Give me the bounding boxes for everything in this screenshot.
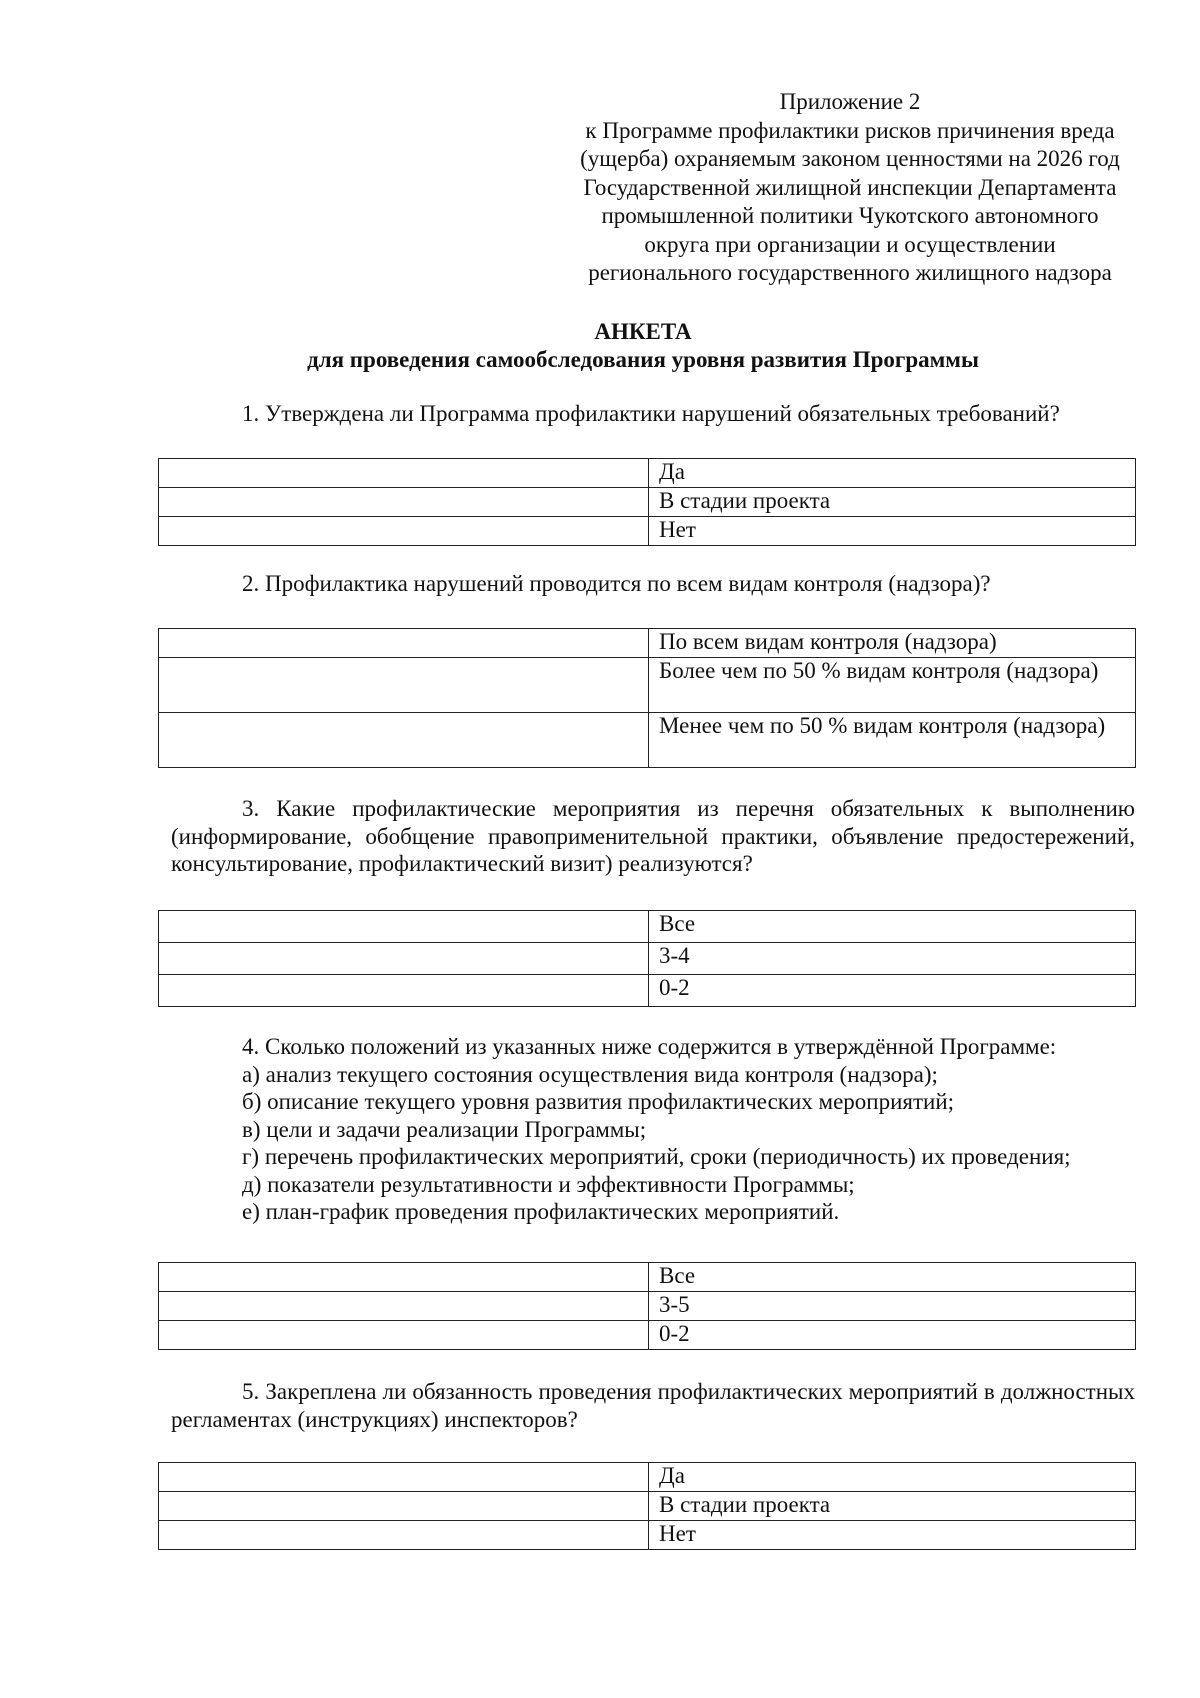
- document-subtitle: для проведения самообследования уровня развития Программы: [307, 347, 979, 372]
- question-3-text: 3. Какие профилактические мероприятия из перечня обязательных к выполнению (информирование, обобщение правоприменительной практики, объявление предостережений, консультирование, профилактический визит) реализуются?: [171, 796, 1135, 876]
- list-item: г) перечень профилактических мероприятий, сроки (периодичность) их проведения;: [242, 1144, 1071, 1169]
- answer-option: Менее чем по 50 % видам контроля (надзора): [649, 713, 1136, 768]
- answer-row: [159, 629, 1136, 658]
- answer-mark-cell[interactable]: [159, 713, 649, 768]
- answer-option: 0-2: [649, 1321, 1136, 1350]
- answer-option: В стадии проекта: [649, 1492, 1136, 1521]
- question-2-answer-table: [158, 628, 1136, 768]
- question-1-answer-table: [158, 458, 1136, 546]
- document-title: АНКЕТА: [594, 319, 692, 344]
- appendix-line: (ущерба) охраняемым законом ценностями на 2026 год: [580, 146, 1120, 171]
- answer-mark-cell[interactable]: [159, 1492, 649, 1521]
- answer-option: Нет: [649, 1521, 1136, 1550]
- answer-row: [159, 713, 1136, 768]
- answer-row: [159, 1263, 1136, 1292]
- question-4-text: 4. Сколько положений из указанных ниже содержится в утверждённой Программе:: [242, 1034, 1057, 1059]
- answer-option: Да: [649, 459, 1136, 488]
- list-item: в) цели и задачи реализации Программы;: [242, 1116, 647, 1142]
- question-5-text: 5. Закреплена ли обязанность проведения профилактических мероприятий в должностных регламентах (инструкциях) инспекторов?: [171, 1379, 1135, 1432]
- question-5-answer-table: [158, 1462, 1136, 1550]
- appendix-line: промышленной политики Чукотского автономного: [601, 203, 1099, 228]
- answer-option: В стадии проекта: [649, 488, 1136, 517]
- answer-mark-cell[interactable]: [159, 1521, 649, 1550]
- list-item: е) план-график проведения профилактических мероприятий.: [242, 1199, 840, 1224]
- answer-mark-cell[interactable]: [159, 911, 649, 943]
- question-1-text: 1. Утверждена ли Программа профилактики нарушений обязательных требований?: [242, 401, 1060, 426]
- list-item: а) анализ текущего состояния осуществления вида контроля (надзора);: [242, 1061, 938, 1087]
- list-item: д) показатели результативности и эффективности Программы;: [242, 1171, 855, 1197]
- answer-row: [159, 1492, 1136, 1521]
- answer-option: Да: [649, 1463, 1136, 1492]
- answer-mark-cell[interactable]: [159, 459, 649, 488]
- answer-mark-cell[interactable]: [159, 658, 649, 713]
- answer-row: [159, 1463, 1136, 1492]
- answer-option: Более чем по 50 % видам контроля (надзора): [649, 658, 1136, 713]
- answer-row: [159, 975, 1136, 1007]
- appendix-line: к Программе профилактики рисков причинения вреда: [585, 117, 1115, 143]
- answer-row: [159, 517, 1136, 546]
- answer-option: Все: [649, 1263, 1136, 1292]
- answer-mark-cell[interactable]: [159, 1292, 649, 1321]
- answer-row: [159, 459, 1136, 488]
- answer-option: По всем видам контроля (надзора): [649, 629, 1136, 658]
- question-4-answer-table: [158, 1262, 1136, 1350]
- document-heading: [160, 318, 1126, 374]
- answer-mark-cell[interactable]: [159, 943, 649, 975]
- answer-row: [159, 1292, 1136, 1321]
- answer-mark-cell[interactable]: [159, 629, 649, 658]
- appendix-line: округа при организации и осуществлении: [644, 231, 1056, 257]
- answer-row: [159, 488, 1136, 517]
- question-2-text: 2. Профилактика нарушений проводится по всем видам контроля (надзора)?: [242, 571, 991, 596]
- appendix-line: Приложение 2: [779, 89, 921, 114]
- question-3-answer-table: [158, 910, 1136, 1007]
- answer-row: [159, 943, 1136, 975]
- answer-row: [159, 1521, 1136, 1550]
- answer-mark-cell[interactable]: [159, 975, 649, 1007]
- answer-row: [159, 658, 1136, 713]
- list-item: б) описание текущего уровня развития профилактических мероприятий;: [242, 1089, 955, 1114]
- answer-option: Все: [649, 911, 1136, 943]
- answer-mark-cell[interactable]: [159, 1463, 649, 1492]
- answer-row: [159, 911, 1136, 943]
- appendix-line: регионального государственного жилищного надзора: [588, 260, 1112, 285]
- answer-option: Нет: [649, 517, 1136, 546]
- appendix-line: Государственной жилищной инспекции Департамента: [583, 174, 1117, 200]
- answer-mark-cell[interactable]: [159, 1263, 649, 1292]
- answer-mark-cell[interactable]: [159, 517, 649, 546]
- question-4-block: [242, 1033, 1071, 1226]
- answer-row: [159, 1321, 1136, 1350]
- answer-option: 3-5: [649, 1292, 1136, 1321]
- answer-mark-cell[interactable]: [159, 488, 649, 517]
- answer-option: 0-2: [649, 975, 1136, 1007]
- appendix-header: [540, 88, 1160, 288]
- answer-mark-cell[interactable]: [159, 1321, 649, 1350]
- answer-option: 3-4: [649, 943, 1136, 975]
